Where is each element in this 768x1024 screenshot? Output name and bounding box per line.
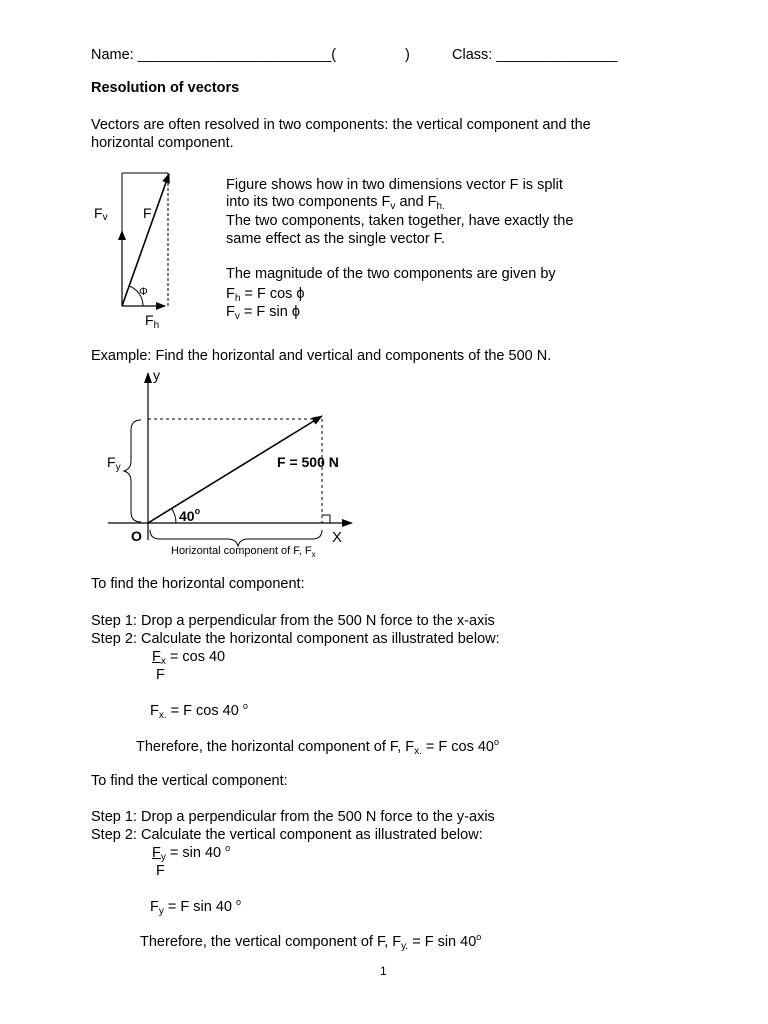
- fig2-fy-label: $F_y$: [107, 454, 121, 473]
- fig2-force-label: F = 500 N: [277, 454, 339, 470]
- fig1-label-phi: Φ: [139, 286, 148, 298]
- fig2-angle-arc: [172, 509, 176, 523]
- vertical-conclusion: Therefore, the vertical component of F, $F_{y.} = F$ sin 40$^o$: [140, 932, 482, 952]
- vertical-fraction: $F_y = \sin 40$ $^o$: [152, 843, 231, 863]
- fig2-fy-brace: [124, 420, 141, 522]
- page-title: Resolution of vectors: [91, 80, 240, 96]
- fig2-angle-label: 40$^o$: [179, 506, 201, 524]
- vertical-step-1: Step 1: Drop a perpendicular from the 500 N force to the y-axis: [91, 809, 495, 825]
- vertical-equation: $F_y = F$ sin 40 $^o$: [150, 897, 242, 917]
- intro-line-2: horizontal component.: [91, 135, 234, 151]
- vector-split-figure: [85, 165, 195, 335]
- horizontal-step-1: Step 1: Drop a perpendicular from the 500 N force to the x-axis: [91, 613, 495, 629]
- class-field-label: Class: _______________: [452, 47, 618, 63]
- horizontal-step-2: Step 2: Calculate the horizontal component as illustrated below:: [91, 631, 500, 647]
- fig2-right-angle-mark: [322, 515, 330, 523]
- fig2-y-label: y: [153, 367, 160, 383]
- horizontal-conclusion: Therefore, the horizontal component of F, $F_{x.} = F$ cos 40$^o$: [136, 737, 500, 757]
- example-vector-figure: [100, 365, 380, 565]
- desc-line-4: same effect as the single vector F.: [226, 231, 445, 247]
- page-number: 1: [380, 964, 387, 978]
- fig1-label-fv: Fv: [94, 205, 108, 223]
- formula-fh: $F_h = F$ cos ϕ: [226, 286, 305, 304]
- horizontal-heading: To find the horizontal component:: [91, 576, 305, 592]
- name-field-label: Name: ________________________(: [91, 47, 337, 63]
- intro-line-1: Vectors are often resolved in two components: the vertical component and the: [91, 117, 591, 133]
- name-paren-close: ): [405, 47, 410, 63]
- fig2-fx-brace: [150, 530, 322, 546]
- fig2-caption: Horizontal component of F, $F_x$: [171, 545, 316, 559]
- vertical-fraction-denominator: F: [156, 863, 165, 879]
- desc-line-5: The magnitude of the two components are given by: [226, 266, 556, 282]
- horizontal-equation: $F_{x.} = F$ cos 40 $^o$: [150, 701, 248, 721]
- vertical-step-2: Step 2: Calculate the vertical component as illustrated below:: [91, 827, 483, 843]
- example-prompt: Example: Find the horizontal and vertical and components of the 500 N.: [91, 348, 552, 364]
- horizontal-fraction: $F_x = \cos 40$: [152, 649, 226, 667]
- fig1-label-fh: $F_h$: [145, 312, 160, 331]
- formula-fv: $F_v = F$ sin ϕ: [226, 304, 300, 322]
- fig2-x-label: X: [332, 529, 343, 546]
- desc-line-3: The two components, taken together, have exactly the: [226, 213, 574, 229]
- vertical-heading: To find the vertical component:: [91, 773, 288, 789]
- desc-line-2: into its two components $F_v$ and $F_{h.}$: [226, 194, 445, 212]
- fig2-origin-label: O: [131, 528, 142, 544]
- desc-line-1: Figure shows how in two dimensions vector F is split: [226, 177, 563, 193]
- horizontal-fraction-denominator: F: [156, 667, 165, 683]
- fig1-label-f: F: [143, 205, 152, 221]
